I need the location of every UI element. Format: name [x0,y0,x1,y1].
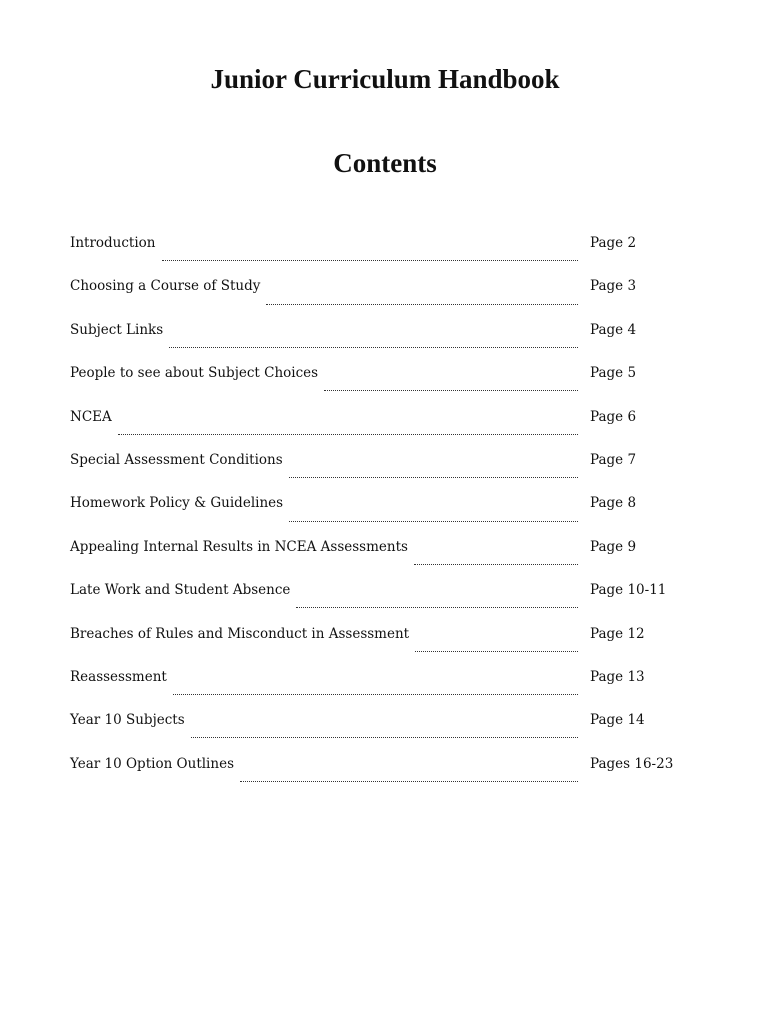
dot-leader [324,390,578,391]
toc-entry-year10-subjects [70,710,690,753]
toc-entry-page: Page 12 [590,625,645,642]
toc-entry-page: Page 4 [590,321,637,338]
toc-entry-label: NCEA [70,408,112,425]
toc-entry-label: Reassessment [70,668,167,685]
dot-leader [415,651,578,652]
dot-leader [173,694,578,695]
toc-entry-page: Page 5 [590,365,637,382]
toc-entry-label: Introduction [70,235,156,251]
dot-leader [162,260,579,261]
dot-leader [414,564,578,565]
toc-entry-label: Breaches of Rules and Misconduct in Assessment [70,625,410,642]
dot-leader [118,434,578,435]
dot-leader [266,304,578,305]
toc-entry-label: People to see about Subject Choices [70,365,319,382]
toc-entry-choosing-course [70,276,690,319]
dot-leader [289,521,578,522]
toc-entry-page: Page 6 [590,408,637,425]
toc-entry-label: Appealing Internal Results in NCEA Assessments [70,538,408,555]
toc-entry-page: Page 3 [590,278,637,295]
toc-entry-introduction [70,233,690,276]
toc-entry-breaches [70,624,690,667]
toc-entry-label: Year 10 Option Outlines [70,755,234,772]
toc-entry-page: Page 13 [590,668,645,685]
dot-leader [296,607,578,608]
toc-entry-label: Late Work and Student Absence [70,582,291,599]
toc-entry-label: Special Assessment Conditions [70,451,283,468]
table-of-contents [70,233,690,797]
toc-entry-page: Page 14 [590,712,645,729]
toc-entry-year10-options [70,754,690,797]
toc-entry-label: Homework Policy & Guidelines [70,495,284,512]
toc-entry-page: Page 8 [590,495,637,512]
toc-entry-label: Subject Links [70,321,164,338]
toc-entry-label: Year 10 Subjects [70,712,185,729]
toc-entry-late-work [70,580,690,623]
toc-entry-ncea [70,407,690,450]
toc-entry-page: Pages 16-23 [590,755,674,772]
toc-entry-page: Page 9 [590,538,637,555]
dot-leader [289,477,578,478]
toc-entry-label: Choosing a Course of Study [70,278,261,295]
toc-entry-subject-links [70,320,690,363]
document-title: Junior Curriculum Handbook [210,64,560,94]
toc-entry-appealing-results [70,537,690,580]
toc-entry-homework-policy [70,493,690,536]
dot-leader [169,347,578,348]
dot-leader [240,781,578,782]
contents-heading: Contents [333,148,437,178]
toc-entry-page: Page 10-11 [590,582,667,599]
toc-entry-people-to-see [70,363,690,406]
toc-entry-page: Page 7 [590,451,637,468]
toc-entry-page: Page 2 [590,235,637,251]
toc-entry-reassessment [70,667,690,710]
dot-leader [191,737,578,738]
toc-entry-special-assessment [70,450,690,493]
